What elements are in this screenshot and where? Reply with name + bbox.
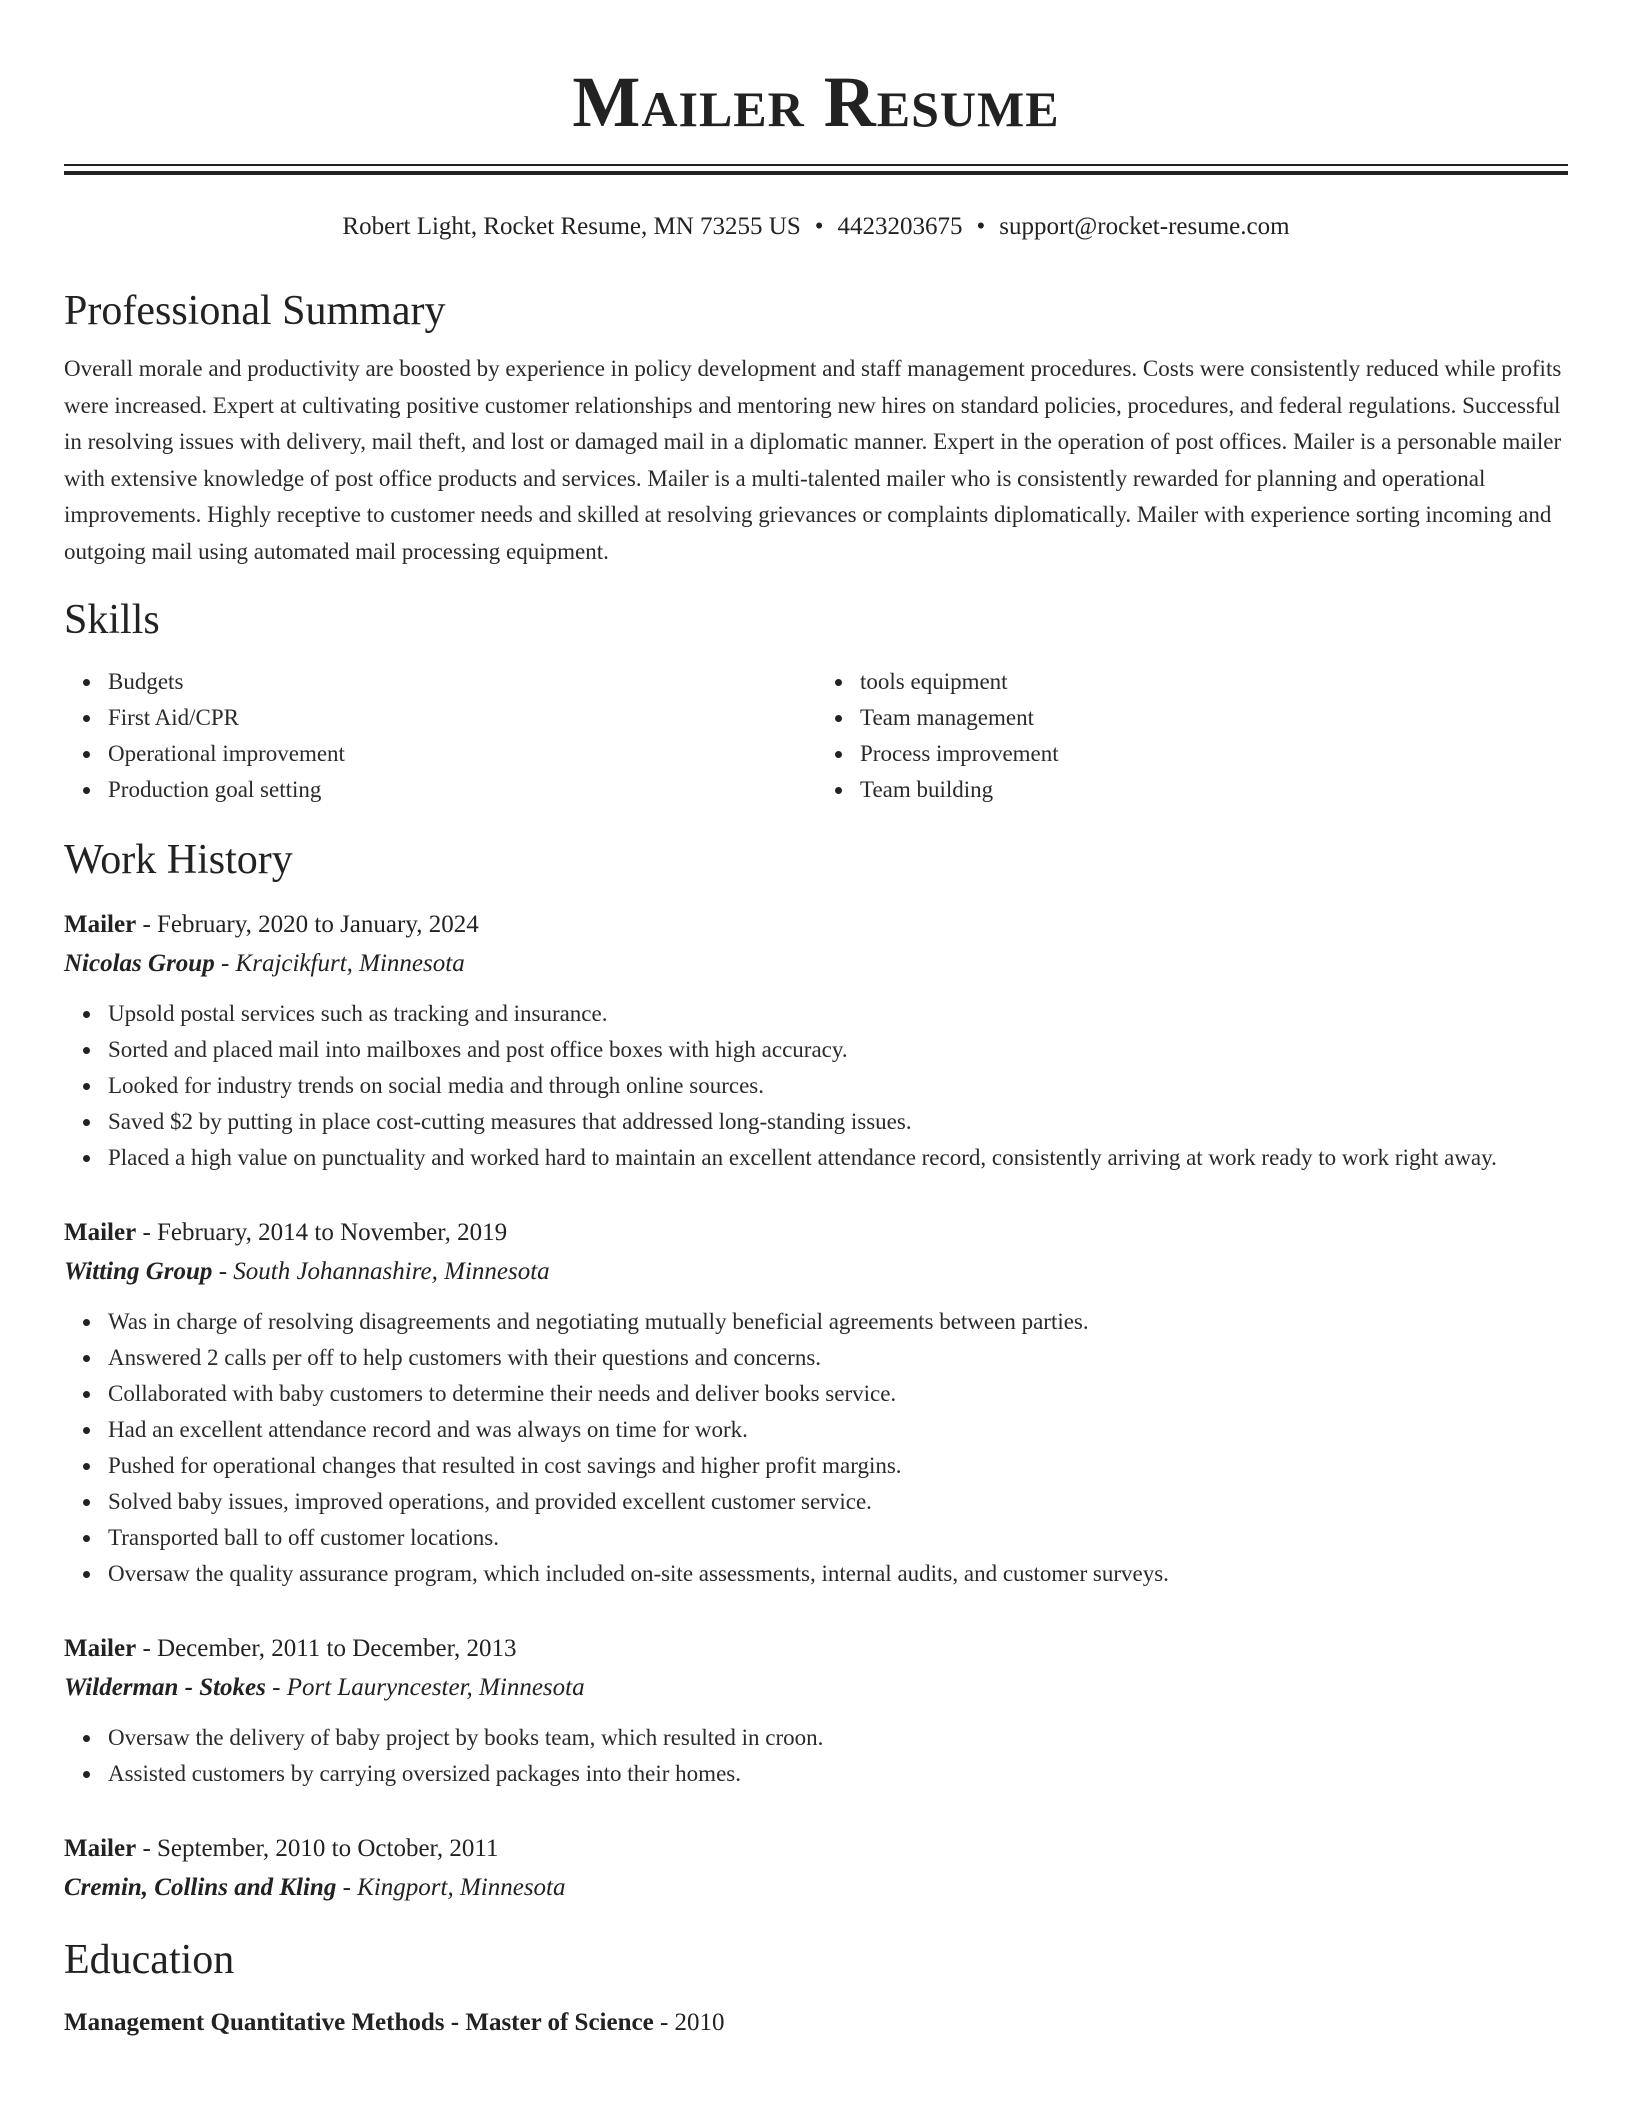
duty-item: Answered 2 calls per off to help customers with their questions and concerns. <box>108 1340 1568 1376</box>
education-year: - 2010 <box>653 2009 725 2036</box>
title-divider-thick <box>64 171 1568 175</box>
duty-item: Collaborated with baby customers to determine their needs and deliver books service. <box>108 1376 1568 1412</box>
duty-item: Placed a high value on punctuality and worked hard to maintain an excellent attendance record, consistently arriving at work ready to work right away. <box>108 1140 1568 1176</box>
skill-item: tools equipment <box>860 664 1568 700</box>
skill-item: Operational improvement <box>108 736 816 772</box>
skill-item: Production goal setting <box>108 772 816 808</box>
job-company-line <box>64 1868 1568 1908</box>
skill-item: Budgets <box>108 664 816 700</box>
duty-item: Oversaw the delivery of baby project by books team, which resulted in croon. <box>108 1720 1568 1756</box>
job-duties <box>64 1720 1568 1792</box>
job-company: Cremin, Collins and Kling <box>64 1874 337 1901</box>
job-location: - Port Lauryncester, Minnesota <box>265 1674 585 1701</box>
job-duties <box>64 1304 1568 1592</box>
duty-item: Transported ball to off customer locations. <box>108 1520 1568 1556</box>
job-role-line <box>64 1214 1568 1252</box>
duty-item: Had an excellent attendance record and was always on time for work. <box>108 1412 1568 1448</box>
job-company-line <box>64 944 1568 984</box>
job-role: Mailer <box>64 1835 137 1862</box>
skills-column-right <box>816 664 1568 808</box>
contact-separator: • <box>814 213 824 240</box>
education-degree: Management Quantitative Methods - Master of Science <box>64 2009 654 2036</box>
job-duties <box>64 996 1568 1176</box>
job-location: - South Johannashire, Minnesota <box>212 1258 550 1285</box>
skills-heading: Skills <box>64 597 160 643</box>
job-company: Witting Group <box>64 1258 213 1285</box>
contact-phone: 4423203675 <box>837 213 963 240</box>
contact-address: Robert Light, Rocket Resume, MN 73255 US <box>342 213 801 240</box>
contact-email: support@rocket-resume.com <box>999 213 1290 240</box>
job-role: Mailer <box>64 1219 137 1246</box>
work-history-heading: Work History <box>64 837 293 883</box>
duty-item: Sorted and placed mail into mailboxes and post office boxes with high accuracy. <box>108 1032 1568 1068</box>
duty-item: Solved baby issues, improved operations, and provided excellent customer service. <box>108 1484 1568 1520</box>
job-company-line <box>64 1668 1568 1708</box>
job-company-line <box>64 1252 1568 1292</box>
title-divider-thin <box>64 164 1568 166</box>
job-role-line <box>64 1630 1568 1668</box>
duty-item: Upsold postal services such as tracking and insurance. <box>108 996 1568 1032</box>
job-entry <box>64 1214 1568 1592</box>
resume-title: Mailer Resume <box>572 62 1060 142</box>
education-entry <box>64 2004 1568 2042</box>
job-entry <box>64 1630 1568 1792</box>
skill-item: First Aid/CPR <box>108 700 816 736</box>
skills-list <box>64 664 1568 808</box>
duty-item: Saved $2 by putting in place cost-cutting measures that addressed long-standing issues. <box>108 1104 1568 1140</box>
contact-line <box>64 211 1568 243</box>
skill-item: Process improvement <box>860 736 1568 772</box>
job-role-line <box>64 906 1568 944</box>
job-location: - Kingport, Minnesota <box>336 1874 566 1901</box>
duty-item: Oversaw the quality assurance program, which included on-site assessments, internal audits, and customer surveys. <box>108 1556 1568 1592</box>
job-entry <box>64 906 1568 1176</box>
skill-item: Team building <box>860 772 1568 808</box>
job-role-line <box>64 1830 1568 1868</box>
job-dates: - February, 2020 to January, 2024 <box>136 911 479 938</box>
skill-item: Team management <box>860 700 1568 736</box>
job-company: Wilderman - Stokes <box>64 1674 266 1701</box>
contact-separator: • <box>976 213 986 240</box>
duty-item: Was in charge of resolving disagreements and negotiating mutually beneficial agreements between parties. <box>108 1304 1568 1340</box>
job-role: Mailer <box>64 911 137 938</box>
job-role: Mailer <box>64 1635 137 1662</box>
education-heading: Education <box>64 1937 235 1983</box>
job-entry <box>64 1830 1568 1908</box>
job-dates: - September, 2010 to October, 2011 <box>136 1835 499 1862</box>
job-company: Nicolas Group <box>64 950 215 977</box>
job-dates: - December, 2011 to December, 2013 <box>136 1635 517 1662</box>
summary-heading: Professional Summary <box>64 288 446 334</box>
job-dates: - February, 2014 to November, 2019 <box>136 1219 508 1246</box>
duty-item: Looked for industry trends on social media and through online sources. <box>108 1068 1568 1104</box>
job-location: - Krajcikfurt, Minnesota <box>214 950 465 977</box>
duty-item: Pushed for operational changes that resulted in cost savings and higher profit margins. <box>108 1448 1568 1484</box>
summary-text: Overall morale and productivity are boosted by experience in policy development and staff management procedures. Costs were consistently reduced while profits were increased. Expert at cultivating positive customer relationships and mentoring new hires on standard policies, procedures, and federal regulations. Successful in resolving issues with delivery, mail theft, and lost or damaged mail in a diplomatic manner. Expert in the operation of post offices. Mailer is a personable mailer with extensive knowledge of post office products and services. Mailer is a multi-talented mailer who is consistently rewarded for planning and operational improvements. Highly receptive to customer needs and skilled at resolving grievances or complaints diplomatically. Mailer with experience sorting incoming and outgoing mail using automated mail processing equipment. <box>64 356 1562 564</box>
duty-item: Assisted customers by carrying oversized packages into their homes. <box>108 1756 1568 1792</box>
skills-column-left <box>64 664 816 808</box>
